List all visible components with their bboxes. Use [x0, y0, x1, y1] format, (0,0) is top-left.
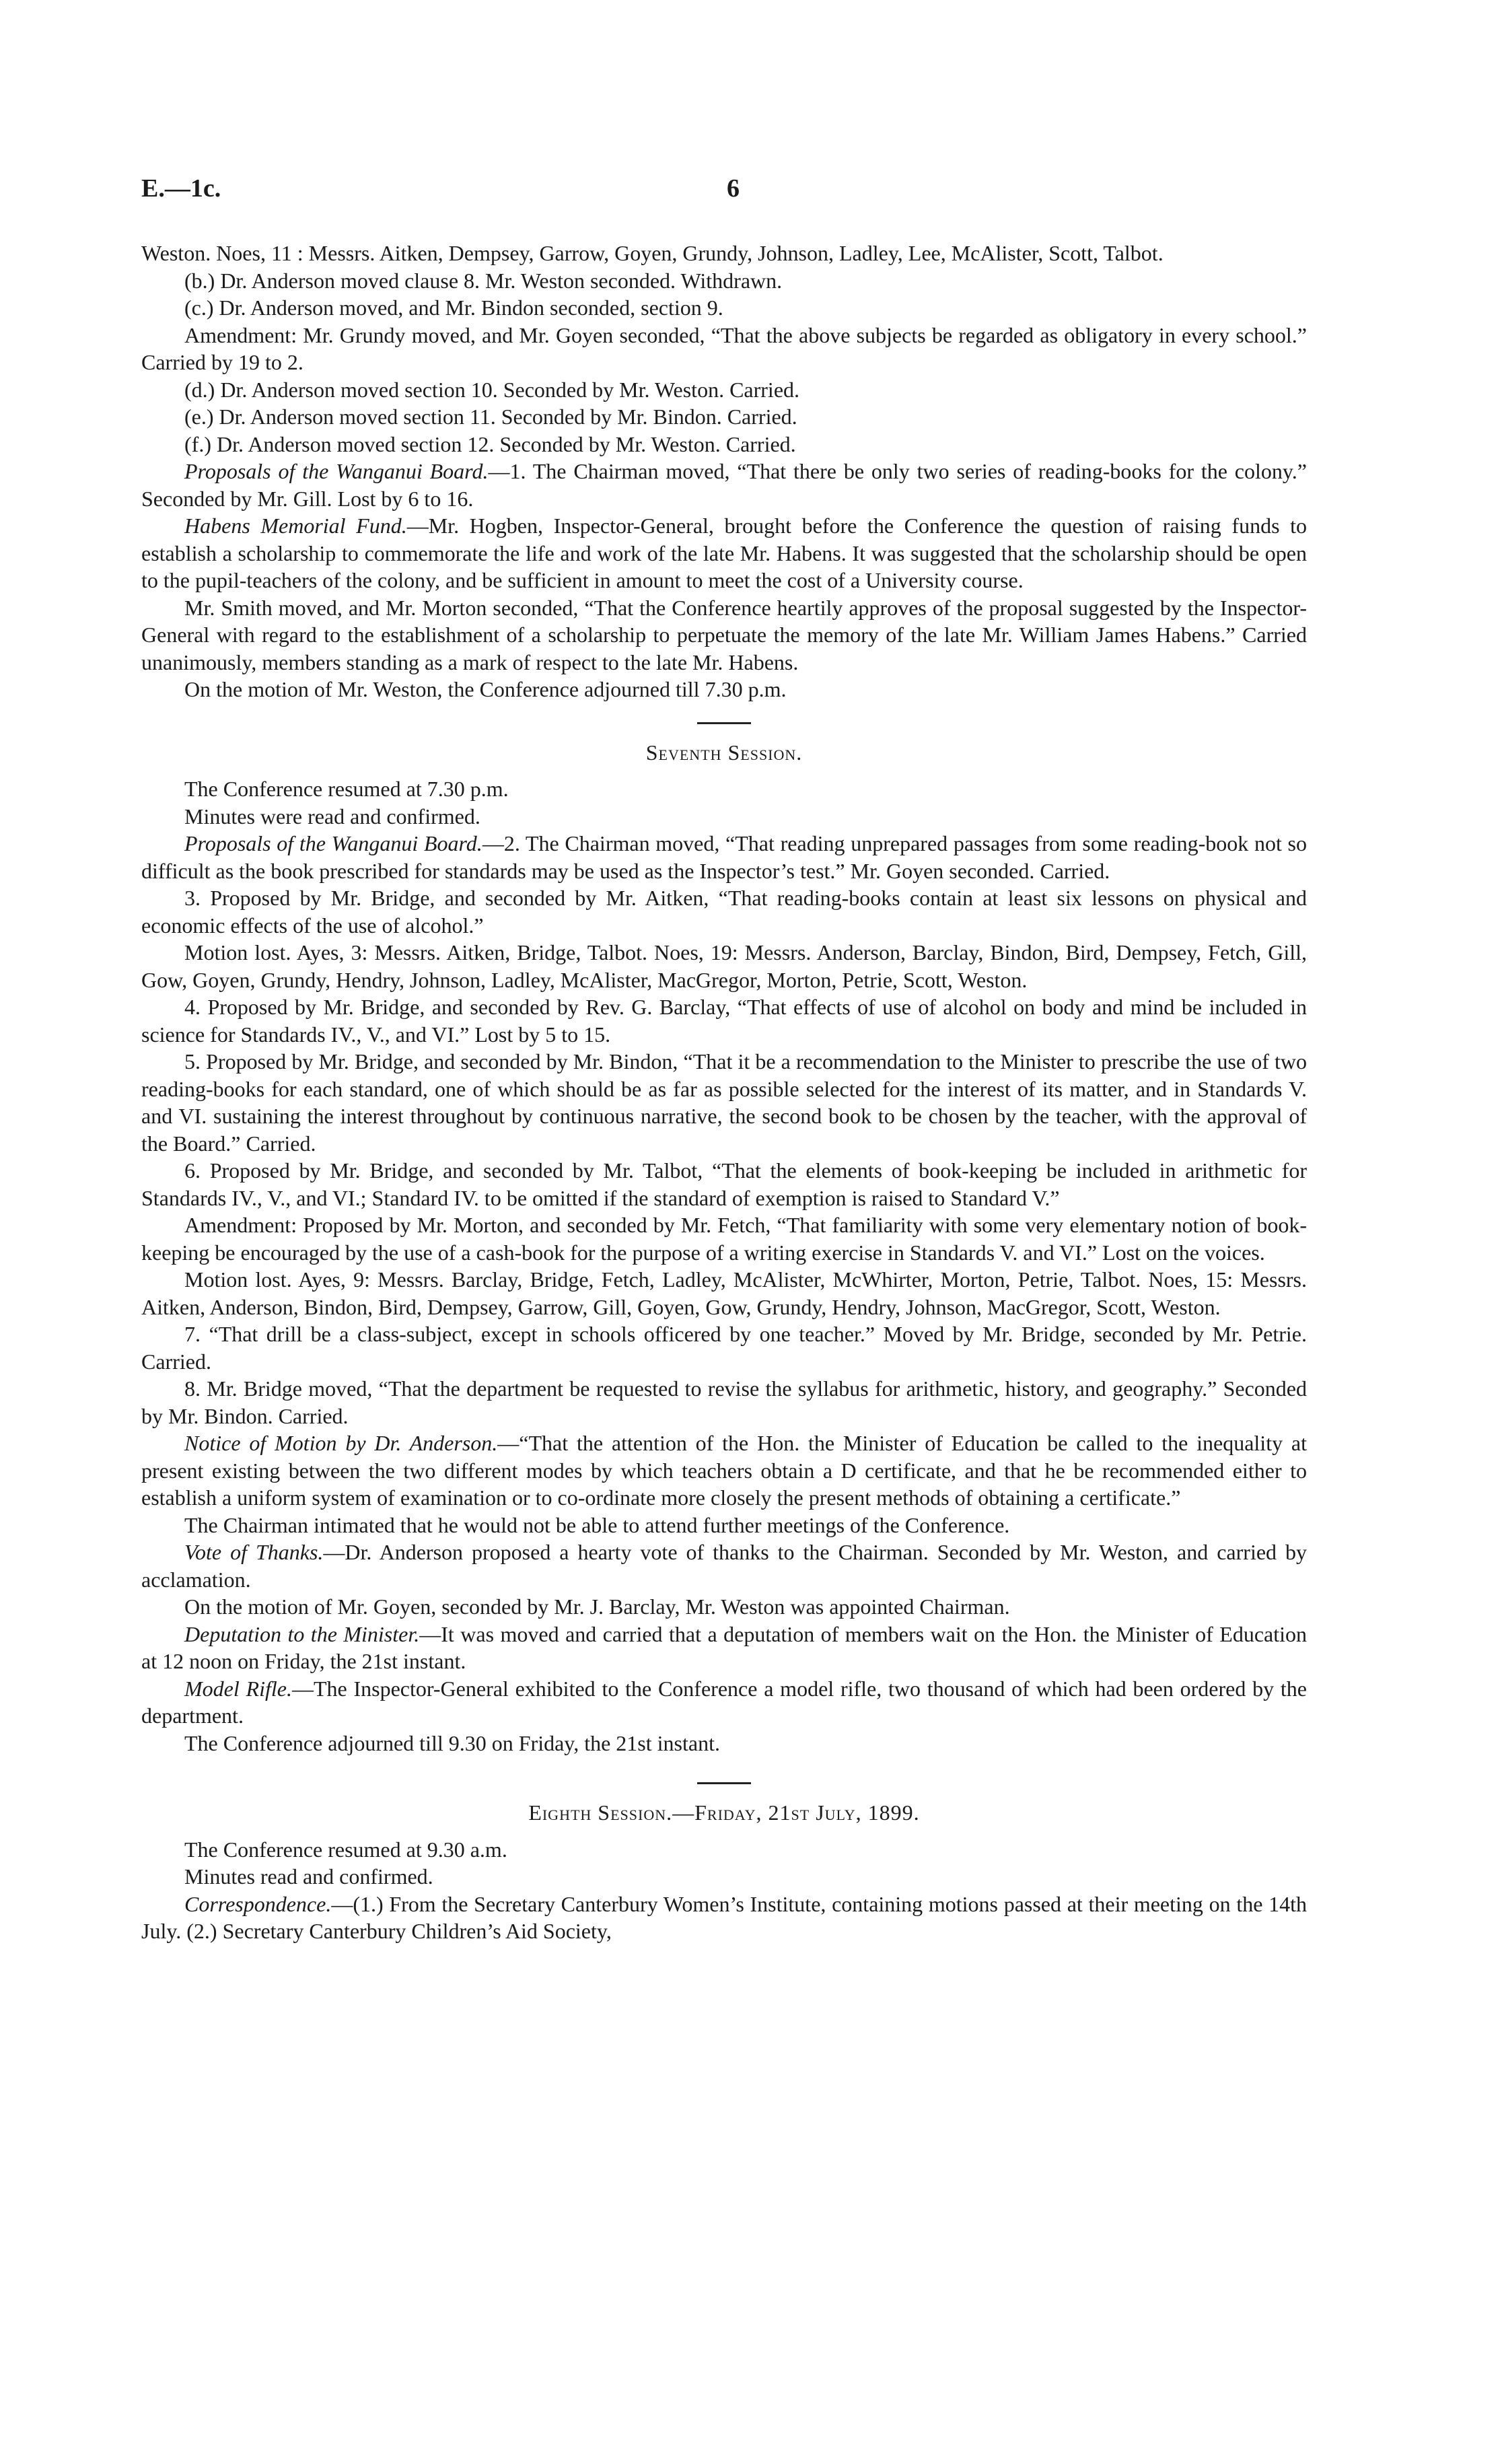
paragraph-text: —1. The Chairman moved, “That there be only two series of reading-books for the colony.” Seconded by Mr. Gill. Lost by 6 to 16. [141, 459, 1308, 511]
section-divider [697, 1782, 751, 1784]
paragraph-text: (e.) Dr. Anderson moved section 11. Seconded by Mr. Bindon. Carried. [184, 404, 797, 429]
paragraph-heading: Proposals of the Wanganui Board. [184, 459, 489, 483]
paragraph [141, 431, 1307, 458]
page-number: 6 [727, 174, 740, 203]
paragraph [141, 1321, 1307, 1375]
paragraph [141, 376, 1307, 404]
section-divider [697, 722, 751, 724]
paragraph-text: Motion lost. Ayes, 9: Messrs. Barclay, Bridge, Fetch, Ladley, McAlister, McWhirter, Morton, Petrie, Talbot. Noes, 15: Messrs. Aitken, Anderson, Bindon, Bird, Dempsey, Garrow, Gill, Goyen, Gow, Grundy, Hendry, Johnson, MacGregor, Scott, Weston. [141, 1267, 1307, 1319]
paragraph-text: —The Inspector-General exhibited to the Conference a model rifle, two thousand of which had been ordered by the department. [141, 1676, 1308, 1728]
paragraph-heading: Proposals of the Wanganui Board. [184, 831, 482, 855]
paragraph-text: —Dr. Anderson proposed a hearty vote of thanks to the Chairman. Seconded by Mr. Weston, and carried by acclamation. [141, 1540, 1308, 1592]
paragraph-text: 5. Proposed by Mr. Bridge, and seconded by Mr. Bindon, “That it be a recommendation to the Minister to prescribe the use of two reading-books for each standard, one of which should be as far as possible selected for the interest of its matter, and in Standards V. and VI. sustaining the interest throughout by continuous narrative, the second book to be chosen by the teacher, with the approval of the Board.” Carried. [141, 1049, 1307, 1156]
paragraph-text: The Chairman intimated that he would not be able to attend further meetings of the Conference. [184, 1512, 1010, 1537]
paragraph [141, 1157, 1307, 1211]
eighth-session-body [141, 1836, 1307, 1945]
paragraph-text: On the motion of Mr. Weston, the Conference adjourned till 7.30 p.m. [184, 677, 787, 701]
paragraph-text: Mr. Smith moved, and Mr. Morton seconded, “That the Conference heartily approves of the proposal suggested by the Inspector-General with regard to the establishment of a scholarship to perpetuate the memory of the late Mr. William James Habens.” Carried unanimously, members standing as a mark of respect to the late Mr. Habens. [141, 595, 1307, 674]
paragraph [141, 1891, 1307, 1945]
paragraph [141, 1266, 1307, 1321]
paragraph [141, 803, 1307, 831]
paragraph [141, 1539, 1307, 1593]
paragraph [141, 884, 1307, 939]
paragraph [141, 403, 1307, 431]
paragraph-heading: Correspondence. [184, 1891, 332, 1916]
paragraph [141, 1048, 1307, 1157]
paragraph-text: —2. The Chairman moved, “That reading unprepared passages from some reading-book not so difficult as the book prescribed for standards may be used as the Inspector’s test.” Mr. Goyen seconded. Carried. [141, 831, 1308, 883]
paragraph [141, 830, 1307, 884]
paragraph-text: Amendment: Mr. Grundy moved, and Mr. Goyen seconded, “That the above subjects be regarded as obligatory in every school.” Carried by 19 to 2. [141, 322, 1307, 374]
paragraph-text: 8. Mr. Bridge moved, “That the department be requested to revise the syllabus for arithmetic, history, and geography.” Seconded by Mr. Bindon. Carried. [141, 1376, 1307, 1428]
document-reference: E.—1c. [141, 174, 221, 203]
paragraph [141, 1730, 1307, 1757]
page-header [141, 175, 1307, 232]
paragraph [141, 1675, 1307, 1730]
paragraph-text: On the motion of Mr. Goyen, seconded by Mr. J. Barclay, Mr. Weston was appointed Chairman. [184, 1594, 1010, 1619]
paragraph [141, 1430, 1307, 1512]
paragraph [141, 458, 1307, 512]
paragraph-text: Minutes were read and confirmed. [184, 804, 480, 829]
paragraph [141, 676, 1307, 703]
seventh-session-body [141, 775, 1307, 1757]
paragraph-text: 4. Proposed by Mr. Bridge, and seconded by Rev. G. Barclay, “That effects of use of alcohol on body and mind be included in science for Standards IV., V., and VI.” Lost by 5 to 15. [141, 995, 1307, 1047]
paragraph [141, 1375, 1307, 1430]
paragraph [141, 512, 1307, 594]
paragraph-text: 3. Proposed by Mr. Bridge, and seconded by Mr. Aitken, “That reading-books contain at least six lessons on physical and economic effects of the use of alcohol.” [141, 886, 1307, 938]
paragraph [141, 1211, 1307, 1266]
paragraph-text: Motion lost. Ayes, 3: Messrs. Aitken, Bridge, Talbot. Noes, 19: Messrs. Anderson, Barclay, Bindon, Bird, Dempsey, Fetch, Gill, Gow, Goyen, Grundy, Hendry, Johnson, Ladley, McAlister, MacGregor, Morton, Petrie, Scott, Weston. [141, 940, 1307, 992]
paragraph [141, 240, 1307, 267]
paragraph-text: Minutes read and confirmed. [184, 1864, 433, 1889]
sixth-session-continuation [141, 240, 1307, 703]
paragraph [141, 1621, 1307, 1675]
paragraph [141, 322, 1307, 376]
paragraph [141, 1836, 1307, 1864]
paragraph-text: Amendment: Proposed by Mr. Morton, and seconded by Mr. Fetch, “That familiarity with some very elementary notion of book-keeping be encouraged by the use of a cash-book for the purpose of a writing exercise in Standards V. and VI.” Lost on the voices. [141, 1213, 1307, 1265]
paragraph-text: 6. Proposed by Mr. Bridge, and seconded by Mr. Talbot, “That the elements of book-keeping be included in arithmetic for Standards IV., V., and VI.; Standard IV. to be omitted if the standard of exemption is raised to Standard V.” [141, 1158, 1307, 1210]
paragraph-text: Weston. Noes, 11 : Messrs. Aitken, Dempsey, Garrow, Goyen, Grundy, Johnson, Ladley, Lee, McAlister, Scott, Talbot. [141, 241, 1164, 265]
paragraph [141, 594, 1307, 676]
paragraph-text: (d.) Dr. Anderson moved section 10. Seconded by Mr. Weston. Carried. [184, 377, 800, 402]
paragraph-heading: Model Rifle. [184, 1676, 292, 1701]
paragraph-text: The Conference resumed at 9.30 a.m. [184, 1837, 507, 1862]
paragraph [141, 939, 1307, 993]
paragraph-text: —(1.) From the Secretary Canterbury Women’s Institute, containing motions passed at their meeting on the 14th July. (2.) Secretary Canterbury Children’s Aid Society, [141, 1891, 1307, 1943]
paragraph [141, 267, 1307, 295]
paragraph [141, 294, 1307, 322]
eighth-session-heading: Eighth Session.—Friday, 21st July, 1899. [528, 1800, 920, 1825]
paragraph-text: The Conference resumed at 7.30 p.m. [184, 777, 509, 801]
paragraph [141, 1593, 1307, 1621]
paragraph-text: (c.) Dr. Anderson moved, and Mr. Bindon seconded, section 9. [184, 295, 723, 320]
paragraph-text: —“That the attention of the Hon. the Minister of Education be called to the inequality at present existing between the two different modes by which teachers obtain a D certificate, and that he be recommended either to establish a uniform system of examination or to co-ordinate more closely the present methods of obtaining a certificate.” [141, 1431, 1308, 1510]
paragraph [141, 1512, 1307, 1539]
paragraph-text: —Mr. Hogben, Inspector-General, brought before the Conference the question of raising funds to establish a scholarship to commemorate the life and work of the late Mr. Habens. It was suggested that the scholarship should be open to the pupil-teachers of the colony, and be sufficient in amount to meet the cost of a University course. [141, 514, 1308, 592]
paragraph-text: —It was moved and carried that a deputation of members wait on the Hon. the Minister of Education at 12 noon on Friday, the 21st instant. [141, 1621, 1308, 1673]
paragraph-text: The Conference adjourned till 9.30 on Friday, the 21st instant. [184, 1730, 720, 1755]
paragraph-heading: Deputation to the Minister. [184, 1621, 420, 1646]
paragraph-text: (f.) Dr. Anderson moved section 12. Seconded by Mr. Weston. Carried. [184, 431, 796, 456]
paragraph-text: 7. “That drill be a class-subject, except in schools officered by one teacher.” Moved by Mr. Bridge, seconded by Mr. Petrie. Carried. [141, 1322, 1307, 1374]
paragraph [141, 1863, 1307, 1891]
paragraph [141, 993, 1307, 1048]
paragraph [141, 775, 1307, 803]
paragraph-heading: Habens Memorial Fund. [184, 514, 407, 538]
paragraph-heading: Vote of Thanks. [184, 1540, 324, 1564]
seventh-session-heading: Seventh Session. [645, 740, 803, 765]
paragraph-heading: Notice of Motion by Dr. Anderson. [184, 1431, 498, 1455]
paragraph-text: (b.) Dr. Anderson moved clause 8. Mr. Weston seconded. Withdrawn. [184, 268, 783, 293]
